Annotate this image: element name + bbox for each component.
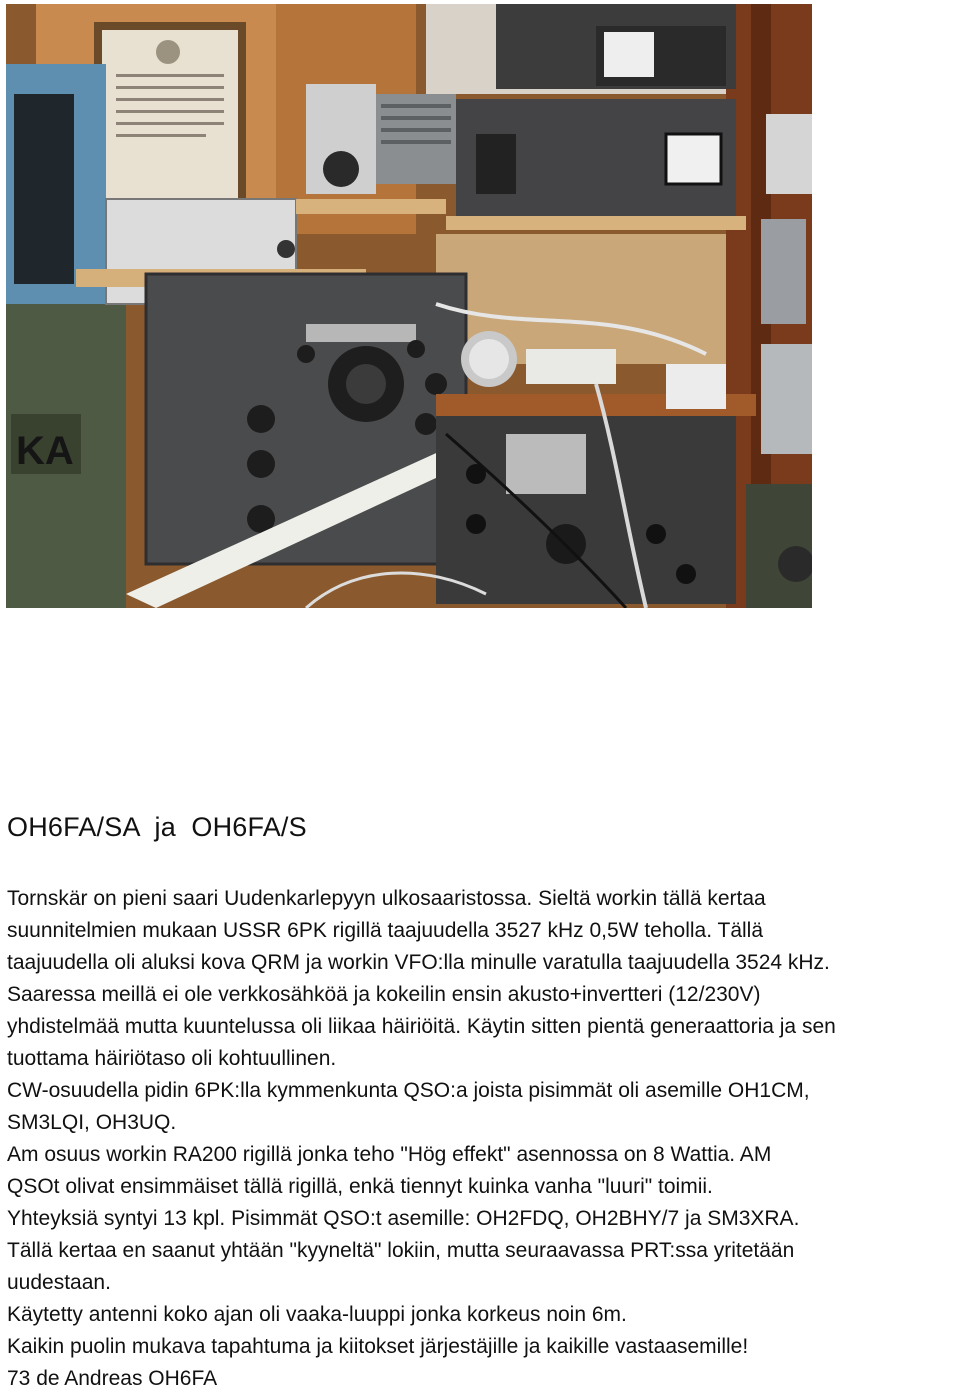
svg-text:KA: KA bbox=[16, 429, 74, 473]
body-line: CW-osuudella pidin 6PK:lla kymmenkunta QSO:a joista pisimmät oli asemille OH1CM, bbox=[7, 1079, 810, 1102]
body-line: Tornskär on pieni saari Uudenkarlepyyn ulkosaaristossa. Sieltä workin tällä kertaa bbox=[7, 887, 766, 910]
body-line: Kaikin puolin mukava tapahtuma ja kiitokset järjestäjille ja kaikille vastaasemille! bbox=[7, 1335, 749, 1358]
body-line: yhdistelmää mutta kuuntelussa oli liikaa häiriöitä. Käytin sitten pientä generaattoria ja sen bbox=[7, 1015, 836, 1038]
body-line: QSOt olivat ensimmäiset tällä rigillä, enkä tiennyt kuinka vanha "luuri" toimii. bbox=[7, 1175, 713, 1198]
body-line: Yhteyksiä syntyi 13 kpl. Pisimmät QSO:t asemille: OH2FDQ, OH2BHY/7 ja SM3XRA. bbox=[7, 1207, 800, 1230]
article-body bbox=[7, 883, 959, 1395]
radio-equipment-photo bbox=[6, 4, 812, 608]
body-line: suunnitelmien mukaan USSR 6PK rigillä taajuudella 3527 kHz 0,5W teholla. Tällä bbox=[7, 919, 764, 942]
body-line: taajuudella oli aluksi kova QRM ja workin VFO:lla minulle varatulla taajuudella 3524 kHz. bbox=[7, 951, 830, 974]
page-title: OH6FA/SA ja OH6FA/S bbox=[7, 812, 307, 842]
signature-line: 73 de Andreas OH6FA bbox=[7, 1367, 218, 1390]
body-line: Tällä kertaa en saanut yhtään "kyyneltä" lokiin, mutta seuraavassa PRT:ssa yritetään bbox=[7, 1239, 795, 1262]
body-line: tuottama häiriötaso oli kohtuullinen. bbox=[7, 1047, 337, 1070]
body-line: uudestaan. bbox=[7, 1271, 111, 1294]
body-line: Käytetty antenni koko ajan oli vaaka-luuppi jonka korkeus noin 6m. bbox=[7, 1303, 627, 1326]
body-line: Saaressa meillä ei ole verkkosähköä ja kokeilin ensin akusto+invertteri (12/230V) bbox=[7, 983, 761, 1006]
body-line: SM3LQI, OH3UQ. bbox=[7, 1111, 177, 1134]
body-line: Am osuus workin RA200 rigillä jonka teho "Hög effekt" asennossa on 8 Wattia. AM bbox=[7, 1143, 772, 1166]
